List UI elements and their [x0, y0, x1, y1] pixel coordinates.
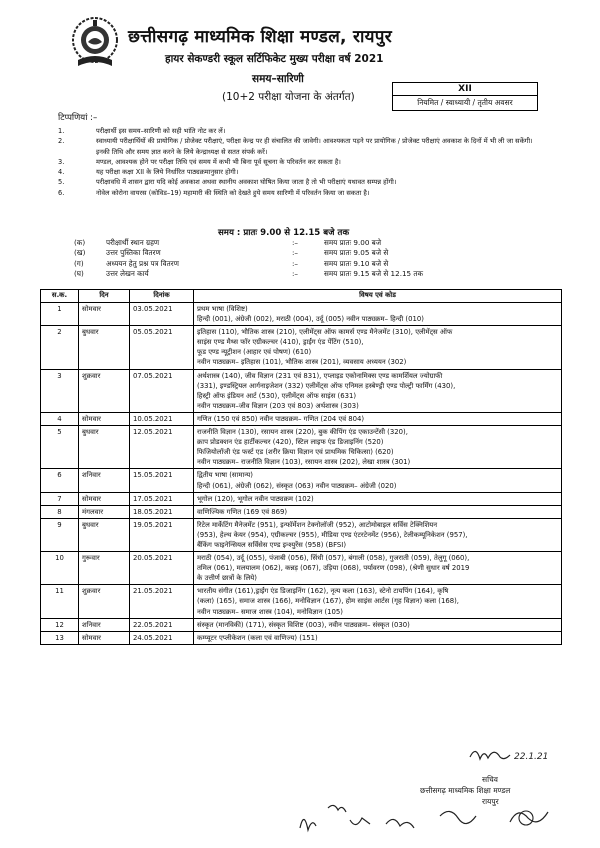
subject-line: अर्थशास्त्र (140), जीव विज्ञान (231 एवं 831), एप्लाइड एकोनामिक्स एण्ड कामर्शियल ज्योग्राफी [197, 371, 443, 380]
subject-line: गणित (150 एवं 850) नवीन पाठ्यक्रम– गणित (204 एवं 804) [197, 414, 365, 423]
row-subjects [194, 326, 562, 369]
subject-line: नवीन पाठ्यक्रम– राजनीति विज्ञान (103), रसायन शास्त्र (202), लेखा शास्त्र (301) [197, 458, 411, 467]
row-day: बुधवार [79, 426, 130, 469]
row-date: 19.05.2021 [130, 518, 194, 551]
row-subjects [194, 518, 562, 551]
row-subjects [194, 631, 562, 644]
row-day: गुरूवार [79, 552, 130, 585]
row-subjects [194, 552, 562, 585]
subject-line: (331), इण्डस्ट्रियल आर्गनाइजेशन (332) एलीमेंट्स ऑफ एनिमल हस्बेण्ड्री एण्ड पोल्ट्री फार्मिंग (430), [197, 381, 456, 390]
subject-line: नवीन पाठ्यक्रम–जीव विज्ञान (203 एवं 803) अर्थशास्त्र (303) [197, 401, 359, 410]
row-date: 15.05.2021 [130, 469, 194, 492]
row-subjects [194, 469, 562, 492]
table-header-row [41, 290, 562, 303]
subject-line: के उत्तीर्ण छात्रों के लिये) [197, 574, 257, 583]
subject-line: मराठी (054), उर्दू (055), पंजाबी (056), सिंधी (057), बंगाली (058), गुजराती (059), तेलुगू (060), [197, 554, 470, 563]
table-row [41, 369, 562, 412]
row-date: 20.05.2021 [130, 552, 194, 585]
notes-label: टिप्पणियां :– [58, 113, 98, 123]
subject-line: हिस्ट्री ऑफ इंडियन आर्ट (530), एलीमेंट्स ऑफ साइंस (631) [197, 391, 357, 400]
row-day: शनिवार [79, 469, 130, 492]
note-text: यह परीक्षा कक्षा XII के लिये निर्धारित पाठ्यक्रमानुसार होगी। [96, 168, 239, 177]
note-item: 1. परीक्षार्थी इस समय–सारिणी को सही भांति नोट कर लें। [58, 126, 548, 136]
board-logo [66, 16, 124, 68]
table-row [41, 326, 562, 369]
note-text: स्वाध्यायी परीक्षार्थियों की प्रायोगिक / प्रोजेक्ट परीक्षाएं, परीक्षा केन्द्र पर ही संचालित की जावेगी। आवश्यकता पड़ने पर प्रायोगिक / प्रोजेक्ट परीक्षाएं अवकाश के दिनों में भी ली जा सकेंगी। इनकी तिथि और समय ज्ञात करने के लिये केन्द्राध्यक्ष से सतत संपर्क करें। [96, 137, 533, 156]
note-text: मण्डल, आवश्यक होने पर परीक्षा तिथि एवं समय में कभी भी बिना पूर्व सूचना के परिवर्तन कर सकता है। [96, 157, 341, 166]
subject-line: भारतीय संगीत (161),ड्राईंग एंड डिजाइनिंग (162), नृत्य कला (163), स्टेनो टायपिंग (164), कृषि [197, 587, 449, 596]
subject-line: क्राप प्रोडक्शन एंड हार्टीकल्चर (420), स्टिल लाइफ एंड डिजाइनिंग (520) [197, 438, 384, 447]
notes-list [58, 126, 548, 198]
header-day: दिन [79, 290, 130, 303]
row-date: 18.05.2021 [130, 505, 194, 518]
handwritten-initials [290, 800, 560, 840]
row-subjects [194, 412, 562, 425]
header-date: दिनांक [130, 290, 194, 303]
subject-line: प्रथम भाषा (विशिष्ट) [197, 305, 248, 313]
secretary-signature [466, 743, 556, 769]
subject-line: बैंकिंग फाइनेन्सियल सर्विसेस एण्ड इन्श्युरेंस (958) (BFSI) [197, 540, 347, 549]
schedule-heading: समय–सारिणी [252, 73, 304, 85]
table-row [41, 552, 562, 585]
subject-line: फूड एण्ड न्यूट्रीशन (आहार एवं पोषण) (610) [197, 348, 312, 357]
header-subject: विषय एवं कोड [194, 290, 562, 303]
row-sno: 10 [41, 552, 79, 585]
secretary-org: छत्तीसगढ़ माध्यमिक शिक्षा मण्डल [420, 786, 511, 795]
note-item: 6. नोवेल कोरोना वायरस (कोविड–19) महामारी की स्थिति को देखते हुये समय सारिणी में परिवर्तन किया जा सकता है। [58, 188, 548, 198]
subject-line: नवीन पाठ्यक्रम– इतिहास (101), भौतिक शास्त्र (201), व्यवसाय अध्ययन (302) [197, 358, 407, 367]
header-sno: स.क. [41, 290, 79, 303]
row-subjects [194, 426, 562, 469]
table-row [41, 426, 562, 469]
row-day: सोमवार [79, 492, 130, 505]
activity-row: (क) परीक्षार्थी स्थान ग्रहण :– समय प्रातः 9.00 बजे [74, 238, 382, 247]
table-row [41, 505, 562, 518]
row-day: शुक्रवार [79, 585, 130, 618]
secretary-city: रायपुर [482, 797, 499, 806]
row-sno: 8 [41, 505, 79, 518]
row-sno: 7 [41, 492, 79, 505]
row-date: 07.05.2021 [130, 369, 194, 412]
row-sno: 4 [41, 412, 79, 425]
time-heading: समय : प्रातः 9.00 से 12.15 बजे तक [218, 228, 350, 238]
row-sno: 9 [41, 518, 79, 551]
note-item: 2. स्वाध्यायी परीक्षार्थियों की प्रायोगिक / प्रोजेक्ट परीक्षाएं, परीक्षा केन्द्र पर ही संचालित की जावेगी। आवश्यकता पड़ने पर प्रायोगिक / प्रोजेक्ट परीक्षाएं अवकाश के दिनों में भी ली जा सकेंगी। इनकी तिथि और समय ज्ञात करने के लिये केन्द्राध्यक्ष से सतत संपर्क करें। [58, 136, 548, 157]
secretary-label: सचिव [482, 775, 498, 784]
subject-line: (953), हेल्थ केयर (954), एग्रीकल्चर (955), मीडिया एण्ड एंटरटेनमेंट (956), टेलीकम्यूनिकेशन (957), [197, 530, 468, 539]
row-date: 21.05.2021 [130, 585, 194, 618]
subject-line: वाणिज्यिक गणित (169 एवं 869) [197, 507, 288, 516]
table-row [41, 412, 562, 425]
signature-date: 22.1.21 [514, 752, 549, 762]
subject-line: हिन्दी (061), अंग्रेजी (062), संस्कृत (063) नवीन पाठ्यक्रम– अंग्रेजी (020) [197, 481, 397, 490]
row-subjects [194, 585, 562, 618]
row-sno: 5 [41, 426, 79, 469]
row-day: सोमवार [79, 412, 130, 425]
subject-line: संस्कृत (मानविकी) (171), संस्कृत विशिष्ट (003), नवीन पाठ्यक्रम– संस्कृत (030) [197, 620, 410, 629]
subject-line: साइंस एण्ड मैथ्स फॉर एग्रीकल्चर (410), ड्राईंग एंड पेंटिंग (510), [197, 338, 364, 347]
row-sno: 2 [41, 326, 79, 369]
row-date: 22.05.2021 [130, 618, 194, 631]
page-title: छत्तीसगढ़ माध्यमिक शिक्षा मण्डल, रायपुर [128, 27, 393, 47]
row-day: शुक्रवार [79, 369, 130, 412]
row-sno: 3 [41, 369, 79, 412]
subject-line: तमिल (061), मलयालम (062), कन्नड़ (067), उड़िया (068), पर्यावरण (098), (श्रेणी सुधार वर्ष 2019 [197, 564, 470, 573]
row-subjects [194, 492, 562, 505]
table-row [41, 492, 562, 505]
row-date: 10.05.2021 [130, 412, 194, 425]
exam-subtitle: हायर सेकण्डरी स्कूल सर्टिफिकेट मुख्य परीक्षा वर्ष 2021 [165, 53, 384, 65]
note-item: 3. मण्डल, आवश्यक होने पर परीक्षा तिथि एवं समय में कभी भी बिना पूर्व सूचना के परिवर्तन कर सकता है। [58, 157, 548, 167]
note-item: 5. परीक्षावधि में शासन द्वारा यदि कोई अवकाश अथवा स्थानीय अवकाश घोषित किया जाता है तो भी परीक्षाएं यथावत सम्पन्न होंगी। [58, 177, 548, 187]
note-text: परीक्षावधि में शासन द्वारा यदि कोई अवकाश अथवा स्थानीय अवकाश घोषित किया जाता है तो भी परीक्षाएं यथावत सम्पन्न होंगी। [96, 178, 397, 187]
subject-line: फिजियोलॉजी एंड फर्स्ट एड (शरीर क्रिया विज्ञान एवं प्राथमिक चिकित्सा) (620) [197, 448, 394, 457]
table-row [41, 631, 562, 644]
subject-line: द्वितीय भाषा (सामान्य) [197, 471, 253, 480]
subject-line: राजनीति विज्ञान (130), रसायन शास्त्र (220), बुक कीपिंग एंड एकाउन्टेंसी (320), [197, 428, 408, 437]
activity-row: (ख) उत्तर पुस्तिका वितरण :– समय प्रातः 9.05 बजे से [74, 248, 389, 258]
activity-row: (घ) उत्तर लेखन कार्य :– समय प्रातः 9.15 बजे से 12.15 तक [74, 268, 424, 278]
row-day: सोमवार [79, 303, 130, 326]
row-sno: 12 [41, 618, 79, 631]
class-box [392, 82, 538, 111]
table-row [41, 518, 562, 551]
subject-line: इतिहास (110), भौतिक शास्त्र (210), एलीमेंट्स ऑफ कामर्स एण्ड मैनेजमेंट (310), एलीमेंट्स ऑफ [197, 328, 453, 337]
table-row [41, 469, 562, 492]
note-item: 4. यह परीक्षा कक्षा XII के लिये निर्धारित पाठ्यक्रमानुसार होगी। [58, 167, 548, 177]
row-date: 12.05.2021 [130, 426, 194, 469]
row-subjects [194, 303, 562, 326]
row-sno: 11 [41, 585, 79, 618]
table-row [41, 303, 562, 326]
row-sno: 6 [41, 469, 79, 492]
category-label: नियमित / स्वाध्यायी / तृतीय अवसर [417, 98, 513, 107]
row-subjects [194, 505, 562, 518]
class-label: XII [393, 83, 537, 96]
subject-line: रिटेल मार्केटिंग मैनेजमेंट (951), इन्फॉर्मेशन टेक्नोलॉजी (952), आटोमोबाइल सर्विस टेक्निशियन [197, 520, 438, 529]
row-subjects [194, 369, 562, 412]
subject-line: (कला) (165), समाज शास्त्र (166), मनोविज्ञान (167), होम साइंस आर्टस (गृह विज्ञान) कला (168), [197, 597, 460, 606]
row-day: मंगलवार [79, 505, 130, 518]
scheme-note: (10+2 परीक्षा योजना के अंतर्गत) [222, 91, 355, 103]
row-date: 03.05.2021 [130, 303, 194, 326]
row-day: बुधवार [79, 518, 130, 551]
row-sno: 1 [41, 303, 79, 326]
subject-line: हिन्दी (001), अंग्रेजी (002), मराठी (004), उर्दू (005) नवीन पाठ्यक्रम– हिन्दी (010) [197, 315, 424, 324]
row-sno: 13 [41, 631, 79, 644]
subject-line: नवीन पाठ्यक्रम– समाज शास्त्र (104), मनोविज्ञान (105) [197, 607, 343, 616]
note-text: नोवेल कोरोना वायरस (कोविड–19) महामारी की स्थिति को देखते हुये समय सारिणी में परिवर्तन किया जा सकता है। [96, 188, 370, 197]
activity-list [74, 238, 514, 279]
activity-row: (ग) अध्ययन हेतु प्रश्न पत्र वितरण :– समय प्रातः 9.10 बजे से [74, 258, 389, 268]
subject-line: भूगोल (120), भूगोल नवीन पाठ्यक्रम (102) [197, 494, 314, 503]
row-day: सोमवार [79, 631, 130, 644]
row-date: 05.05.2021 [130, 326, 194, 369]
table-row [41, 618, 562, 631]
row-date: 17.05.2021 [130, 492, 194, 505]
schedule-table [40, 289, 562, 645]
table-row [41, 585, 562, 618]
subject-line: कम्प्यूटर एप्लीकेशन (कला एवं वाणिज्य) (151) [197, 633, 318, 642]
row-day: बुधवार [79, 326, 130, 369]
row-subjects [194, 618, 562, 631]
note-text: परीक्षार्थी इस समय–सारिणी को सही भांति नोट कर लें। [96, 127, 226, 135]
row-date: 24.05.2021 [130, 631, 194, 644]
row-day: शनिवार [79, 618, 130, 631]
